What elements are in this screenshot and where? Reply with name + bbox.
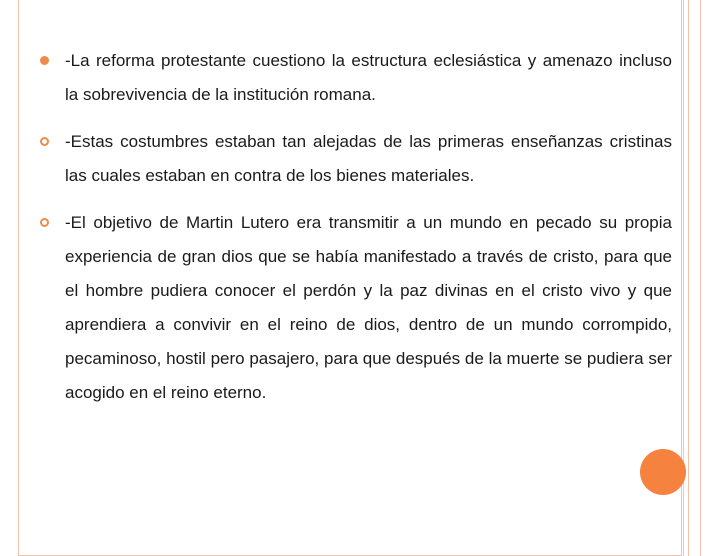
slide-content	[40, 44, 672, 423]
bullet-item	[40, 206, 672, 410]
bullet-text: -Estas costumbres estaban tan alejadas de las primeras enseñanzas cristinas las cuales estaban en contra de los bienes materiales.	[65, 132, 672, 185]
bullet-circle-icon	[40, 56, 49, 65]
decorative-circle	[640, 449, 686, 495]
bullet-text: -El objetivo de Martin Lutero era transmitir a un mundo en pecado su propia experiencia de gran dios que se había manifestado a través de cristo, para que el hombre pudiera conocer el perdón y la paz divinas en el cristo vivo y que aprendiera a convivir en el reino de dios, dentro de un mundo corrompido, pecaminoso, hostil pero pasajero, para que después de la muerte se pudiera ser acogido en el reino eterno.	[65, 213, 672, 402]
bullet-circle-icon	[40, 218, 49, 227]
bullet-text: -La reforma protestante cuestiono la estructura eclesiástica y amenazo incluso la sobrevivencia de la institución romana.	[65, 51, 672, 104]
bullet-circle-icon	[40, 137, 49, 146]
bullet-item	[40, 125, 672, 193]
slide-side-divider	[688, 0, 689, 556]
bullet-item	[40, 44, 672, 112]
